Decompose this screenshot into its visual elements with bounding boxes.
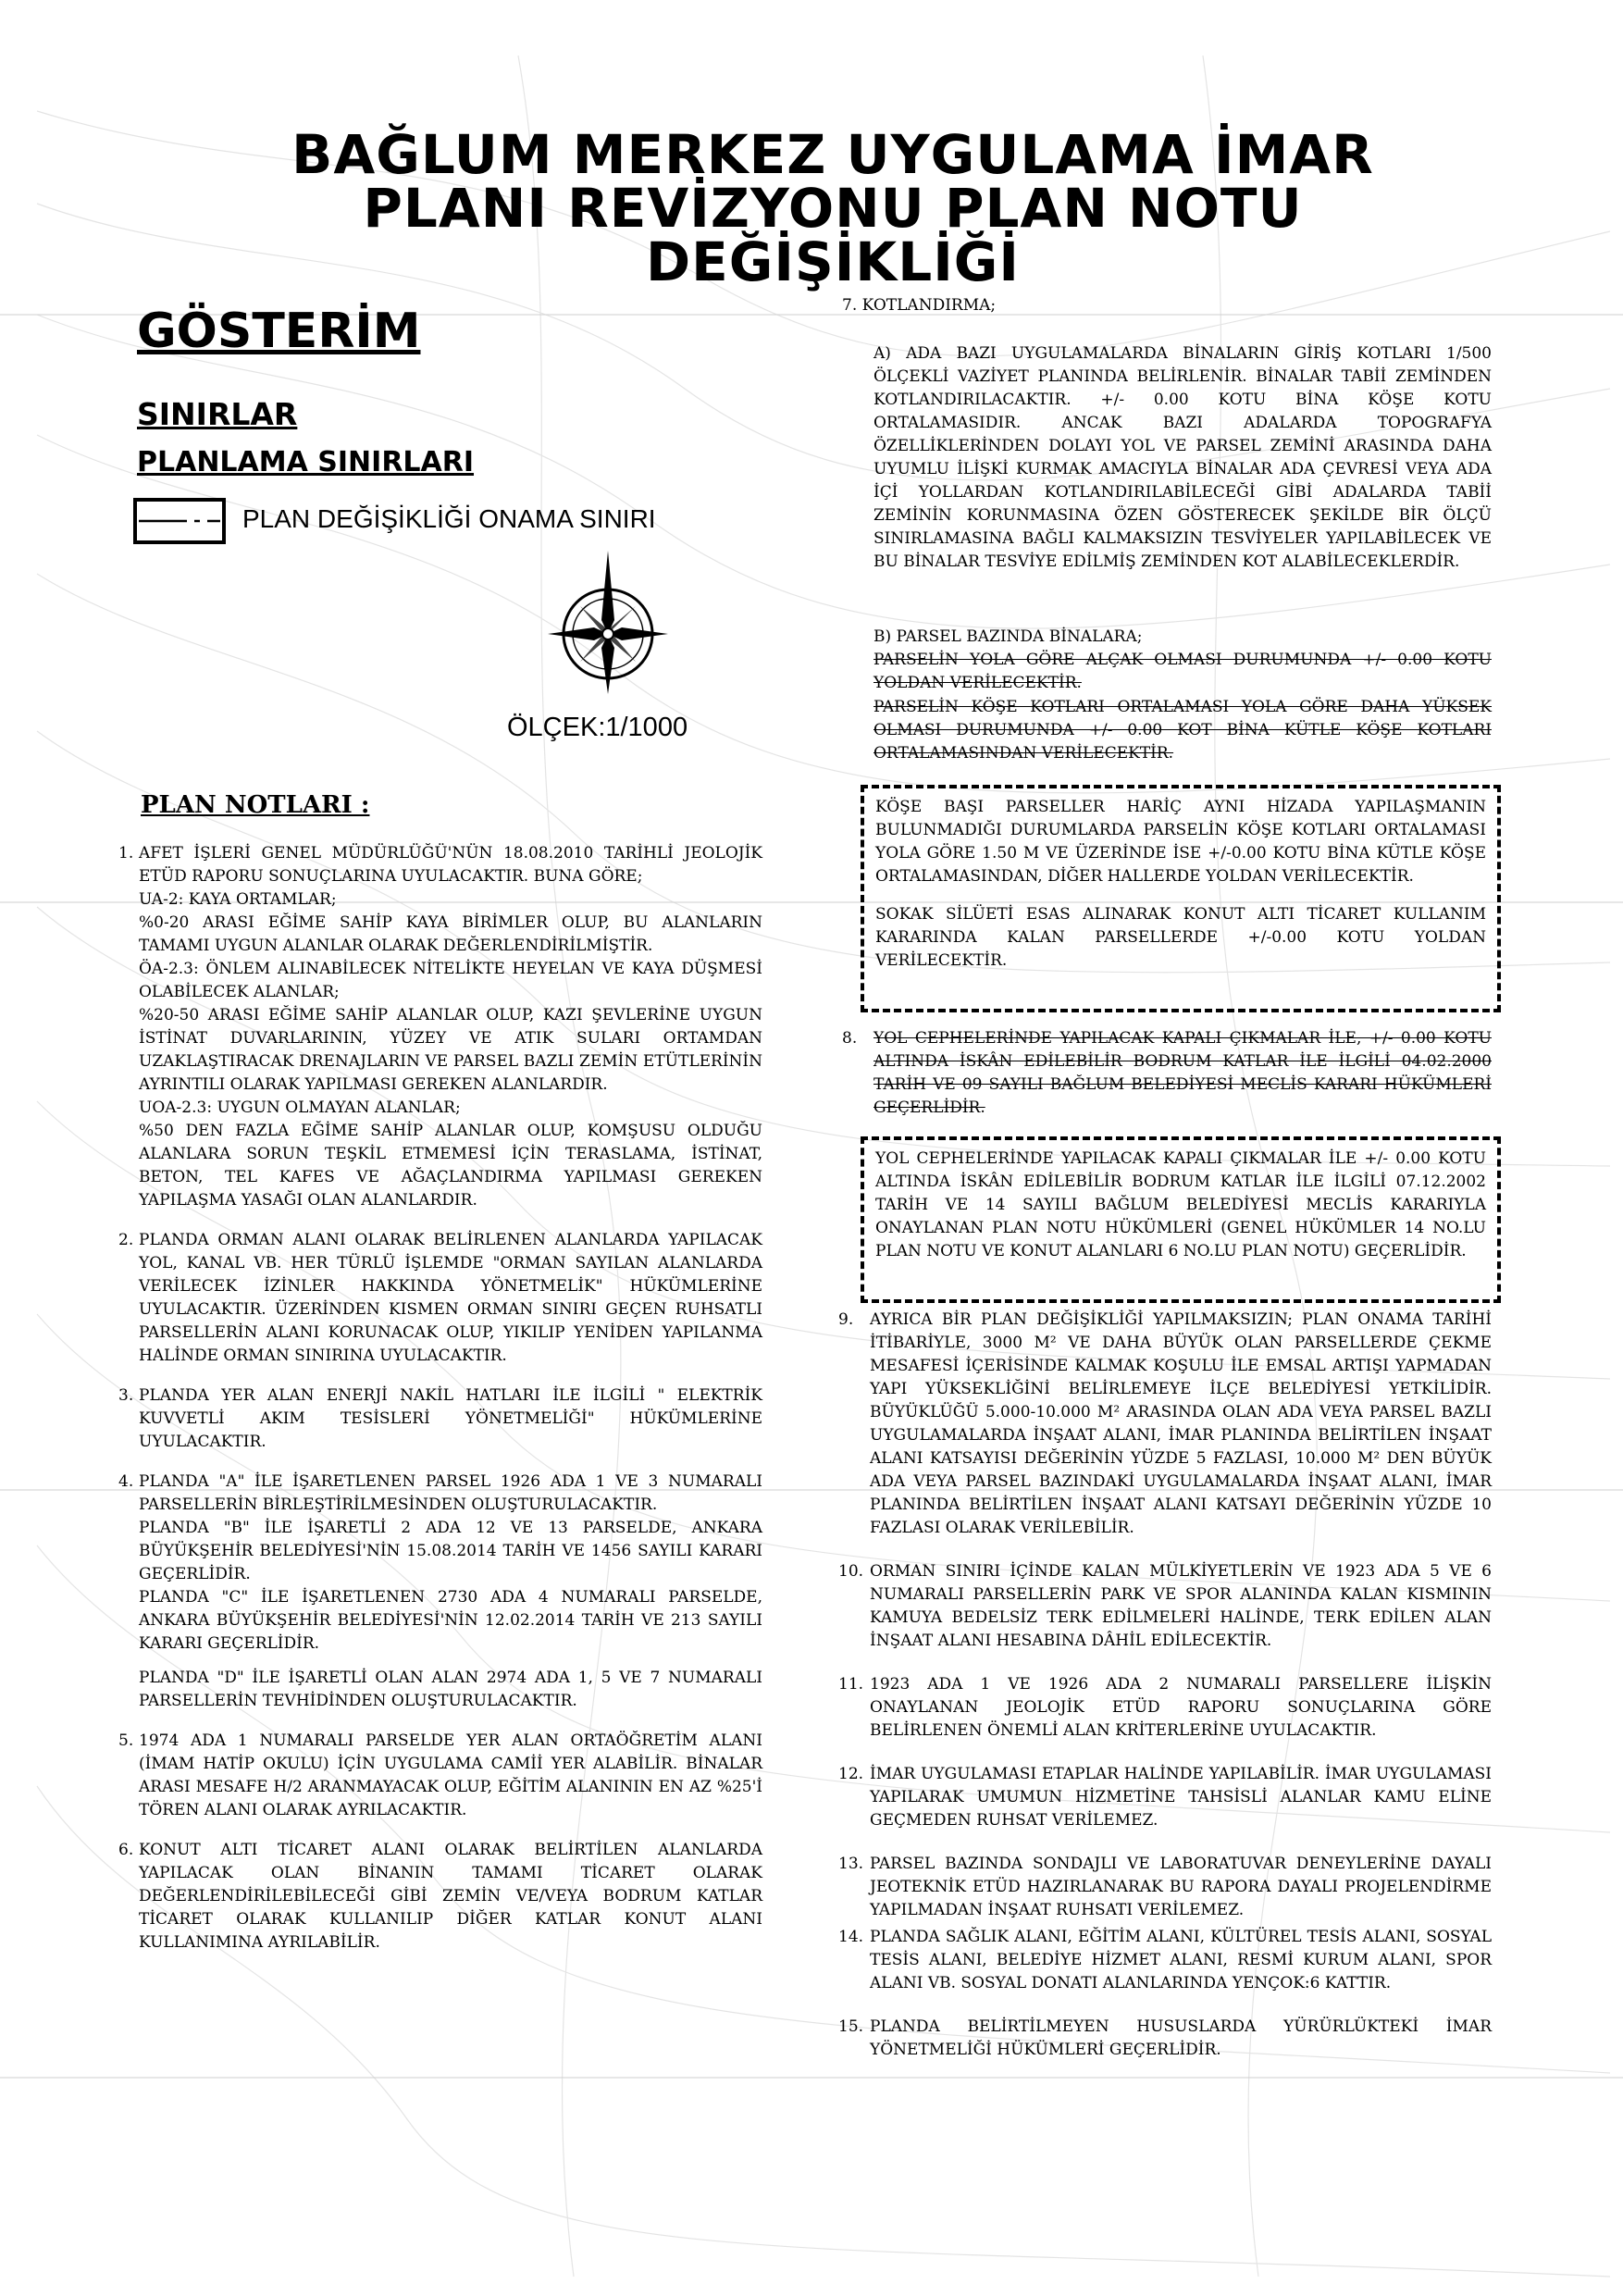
note-7b-struck-1: PARSELİN YOLA GÖRE ALÇAK OLMASI DURUMUNDA +/- 0.00 KOTU YOLDAN VERİLECEKTİR. [873, 651, 1492, 692]
note-8-number: 8. [842, 1029, 858, 1048]
note-paragraph: PLANDA "D" İLE İŞARETLİ OLAN ALAN 2974 ADA 1, 5 VE 7 NUMARALI PARSELLERİN TEVHİDİNDEN OLUŞTURULACAKTIR. [139, 1669, 762, 1710]
note-6 [118, 1839, 762, 1955]
plan-notes-heading: PLAN NOTLARI : [141, 791, 370, 819]
left-notes-column [118, 842, 762, 1955]
note-paragraph: %50 DEN FAZLA EĞİME SAHİP ALANLAR OLUP, KOMŞUSU OLDUĞU ALANLARA SORUN TEŞKİL ETMEMESİ İÇİN TERASLAMA, İSTİNAT, BETON, TEL KAFES VE AĞAÇLANDIRMA YAPILMASI GEREKEN YAPILAŞMA YASAĞI OLAN ALANLARDIR. [139, 1122, 762, 1210]
note-paragraph: PLANDA ORMAN ALANI OLARAK BELİRLENEN ALANLARDA YAPILACAK YOL, KANAL VB. HER TÜRLÜ İŞLEMDE "ORMAN SAYILAN ALANLARDA VERİLECEK İZİNLER HAKKINDA YÖNETMELİK" HÜKÜMLERİNE UYULACAKTIR. ÜZERİNDEN KISMEN ORMAN SINIRI GEÇEN RUHSATLI PARSELLERİN ALANI KORUNACAK OLUP, YIKILIP YENİDEN YAPILANMA HALİNDE ORMAN SINIRINA UYULACAKTIR. [139, 1231, 762, 1365]
note-paragraph: ORMAN SINIRI İÇİNDE KALAN MÜLKİYETLERİN VE 1923 ADA 5 VE 6 NUMARALI PARSELLERİN PARK VE SPOR ALANINDA KALAN KISMININ KAMUYA BEDELSİZ TERK EDİLMELERİ HALİNDE, TERK EDİLEN ALAN İNŞAAT ALANI HESABINA DÂHİL EDİLECEKTİR. [870, 1562, 1492, 1650]
note-paragraph: %0-20 ARASI EĞİME SAHİP KAYA BİRİMLER OLUP, BU ALANLARIN TAMAMI UYGUN ALANLAR OLARAK DEĞERLENDİRİLMİŞTİR. [139, 913, 762, 955]
note-number: 13. [838, 1855, 864, 1873]
approval-boundary-label: PLAN DEĞİŞİKLİĞİ ONAMA SINIRI [242, 504, 656, 533]
note-7-heading: 7. KOTLANDIRMA; [842, 296, 997, 315]
note-13 [838, 1853, 1492, 1922]
note-1 [118, 842, 762, 1212]
note-7b-heading: B) PARSEL BAZINDA BİNALARA; [873, 627, 1143, 646]
note-4 [118, 1471, 762, 1713]
legend-planning-limits-heading: PLANLAMA SINIRLARI [137, 446, 475, 478]
legend-heading: GÖSTERİM [137, 304, 421, 359]
note-paragraph: ÖA-2.3: ÖNLEM ALINABİLECEK NİTELİKTE HEYELAN VE KAYA DÜŞMESİ OLABİLECEK ALANLAR; [139, 960, 762, 1001]
note-paragraph: PLANDA SAĞLIK ALANI, EĞİTİM ALANI, KÜLTÜREL TESİS ALANI, SOSYAL TESİS ALANI, BELEDİYE HİZMET ALANI, RESMİ KURUM ALANI, SPOR ALANI VB. SOSYAL DONATI ALANLARINDA YENÇOK:6 KATTIR. [870, 1928, 1492, 1992]
note-7-box-paragraph: SOKAK SİLÜETİ ESAS ALINARAK KONUT ALTI TİCARET KULLANIM KARARINDA KALAN PARSELLERDE +/-0.00 KOTU YOLDAN VERİLECEKTİR. [875, 905, 1486, 970]
note-5 [118, 1730, 762, 1822]
note-number: 14. [838, 1928, 864, 1946]
note-8-box-paragraph: YOL CEPHELERİNDE YAPILACAK KAPALI ÇIKMALAR İLE +/- 0.00 KOTU ALTINDA İSKÂN EDİLEBİLİR BODRUM KATLAR İLE İLGİLİ 07.12.2002 TARİH VE 14 SAYILI BAĞLUM BELEDİYESİ MECLİS KARARIYLA ONAYLANAN PLAN NOTU HÜKÜMLERİ (GENEL HÜKÜMLER 14 NO.LU PLAN NOTU VE KONUT ALANLARI 6 NO.LU PLAN NOTU) GEÇERLİDİR. [875, 1149, 1486, 1260]
note-paragraph: PLANDA "A" İLE İŞARETLENEN PARSEL 1926 ADA 1 VE 3 NUMARALI PARSELLERİN BİRLEŞTİRİLMESİNDEN OLUŞTURULACAKTIR. [139, 1472, 762, 1514]
note-number: 11. [838, 1675, 864, 1694]
note-7-amendment-box [861, 785, 1501, 1012]
note-15 [838, 2016, 1492, 2062]
note-paragraph: İMAR UYGULAMASI ETAPLAR HALİNDE YAPILABİLİR. İMAR UYGULAMASI YAPILARAK UMUMUN HİZMETİNE TAHSİSLİ ALANLAR KAMU ELİNE GEÇMEDEN RUHSAT VERİLEMEZ. [870, 1765, 1492, 1830]
note-paragraph: PLANDA "B" İLE İŞARETLİ 2 ADA 12 VE 13 PARSELDE, ANKARA BÜYÜKŞEHİR BELEDİYESİ'NİN 15.08.2014 TARİH VE 1456 SAYILI KARARI GEÇERLİDİR. [139, 1519, 762, 1583]
note-paragraph: KONUT ALTI TİCARET ALANI OLARAK BELİRTİLEN ALANLARDA YAPILACAK OLAN BİNANIN TAMAMI TİCARET OLARAK DEĞERLENDİRİLEBİLECEĞİ GİBİ ZEMİN VE/VEYA BODRUM KATLAR TİCARET OLARAK KULLANILIP DİĞER KATLAR KONUT ALANI KULLANIMINA AYRILABİLİR. [139, 1841, 762, 1952]
scale-label: ÖLÇEK:1/1000 [507, 713, 688, 742]
note-paragraph: UOA-2.3: UYGUN OLMAYAN ALANLAR; [139, 1098, 461, 1117]
title-line-1: BAĞLUM MERKEZ UYGULAMA İMAR [291, 123, 1374, 186]
note-14 [838, 1926, 1492, 1995]
note-number: 9. [838, 1310, 854, 1329]
note-number: 6. [118, 1841, 134, 1859]
note-8-amendment-box [861, 1136, 1501, 1303]
note-11 [838, 1673, 1492, 1743]
note-7-box-paragraph: KÖŞE BAŞI PARSELLER HARİÇ AYNI HİZADA YAPILAŞMANIN BULUNMADIĞI DURUMLARDA PARSELİN KÖŞE KOTLARI ORTALAMASI YOLA GÖRE 1.50 M VE ÜZERİNDE İSE +/-0.00 KOTU BİNA KÜTLE KÖŞE ORTALAMASINDAN, DİĞER HALLERDE YOLDAN VERİLECEKTİR. [875, 798, 1486, 886]
note-number: 5. [118, 1731, 134, 1750]
note-number: 2. [118, 1231, 134, 1249]
note-paragraph: PLANDA YER ALAN ENERJİ NAKİL HATLARI İLE İLGİLİ " ELEKTRİK KUVVETLİ AKIM TESİSLERİ YÖNETMELİĞİ" HÜKÜMLERİNE UYULACAKTIR. [139, 1386, 762, 1451]
note-paragraph: AFET İŞLERİ GENEL MÜDÜRLÜĞÜ'NÜN 18.08.2010 TARİHLİ JEOLOJİK ETÜD RAPORU SONUÇLARINA UYULACAKTIR. BUNA GÖRE; [139, 844, 762, 886]
note-paragraph: 1923 ADA 1 VE 1926 ADA 2 NUMARALI PARSELLERE İLİŞKİN ONAYLANAN JEOLOJİK ETÜD RAPORU SONUÇLARINA GÖRE BELİRLENEN ÖNEMLİ ALAN KRİTERLERİNE UYULACAKTIR. [870, 1675, 1492, 1740]
note-10 [838, 1560, 1492, 1653]
legend-limits-heading: SINIRLAR [137, 396, 298, 432]
note-paragraph: 1974 ADA 1 NUMARALI PARSELDE YER ALAN ORTAÖĞRETİM ALANI (İMAM HATİP OKULU) İÇİN UYGULAMA CAMİİ YER ALABİLİR. BİNALAR ARASI MESAFE H/2 ARANMAYACAK OLUP, EĞİTİM ALANININ EN AZ %25'İ TÖREN ALANI OLARAK AYRILACAKTIR. [139, 1731, 762, 1819]
title-line-3: DEĞİŞİKLİĞİ [646, 230, 1020, 293]
note-paragraph: PLANDA BELİRTİLMEYEN HUSUSLARDA YÜRÜRLÜKTEKİ İMAR YÖNETMELİĞİ HÜKÜMLERİ GEÇERLİDİR. [870, 2017, 1492, 2059]
title-line-2: PLANI REVİZYONU PLAN NOTU [363, 177, 1303, 240]
note-number: 12. [838, 1765, 864, 1783]
note-paragraph: %20-50 ARASI EĞİME SAHİP ALANLAR OLUP, KAZI ŞEVLERİNE UYGUN İSTİNAT DUVARLARININ, YÜZEY VE ATIK SULARI ORTAMDAN UZAKLAŞTIRACAK DRENAJLARIN VE PARSEL BAZLI ZEMİN ETÜTLERİNİN AYRINTILI OLARAK YAPILMASI GEREKEN ALANLARDIR. [139, 1006, 762, 1094]
note-number: 10. [838, 1562, 864, 1581]
note-7a: A) ADA BAZI UYGULAMALARDA BİNALARIN GİRİŞ KOTLARI 1/500 ÖLÇEKLİ VAZİYET PLANINDA BELİRLENİR. BİNALAR TABİİ ZEMİNDEN KOTLANDIRILACAKTIR. +/- 0.00 KOTU BİNA KÖŞE KOTU ORTALAMASIDIR. ANCAK BAZI ADALARDA TOPOGRAFYA ÖZELLİKLERİNDEN DOLAYI YOL VE PARSEL ZEMİNİ ARASINDA DAHA UYUMLU İLİŞKİ KURMAK AMACIYLA BİNALAR ADA ÇEVRESİ VEYA ADA İÇİ YOLLARDAN KOTLANDIRILABİLECEĞİ GİBİ ADALARDA TABİİ ZEMİNİN KORUNMASINA ÖZEN GÖSTERECEK ŞEKİLDE BİR ÖLÇÜ SINIRLAMASINA BAĞLI KALMAKSIZIN TESVİYELER YAPILABİLECEK VE BU BİNALAR TESVİYE EDİLMİŞ ZEMİNDEN KOT ALABİLECEKLERDİR. [873, 344, 1492, 571]
note-paragraph: PLANDA "C" İLE İŞARETLENEN 2730 ADA 4 NUMARALI PARSELDE, ANKARA BÜYÜKŞEHİR BELEDİYESİ'NİN 12.02.2014 TARİH VE 213 SAYILI KARARI GEÇERLİDİR. [139, 1588, 762, 1653]
note-number: 15. [838, 2017, 864, 2036]
note-9 [838, 1309, 1492, 1540]
document-title [74, 123, 1592, 293]
note-paragraph: UA-2: KAYA ORTAMLAR; [139, 890, 337, 909]
note-paragraph: AYRICA BİR PLAN DEĞİŞİKLİĞİ YAPILMAKSIZIN; PLAN ONAMA TARİHİ İTİBARİYLE, 3000 M² VE DAHA BÜYÜK OLAN PARSELLERDE ÇEKME MESAFESİ İÇERİSİNDE KALMAK KOŞULU İLE EMSAL ARTIŞI YAPMADAN YAPI YÜKSEKLİĞİNİ BELİRLEMEYE İLÇE BELEDİYESİ YETKİLİDİR. BÜYÜKLÜĞÜ 5.000-10.000 M² ARASINDA OLAN ADA VEYA PARSEL BAZLI UYGULAMALARDA İNŞAAT ALANI, İMAR PLANINDA BELİRTİLEN İNŞAAT ALANI KATSAYISI DEĞERİNİN YÜZDE 5 FAZLASI, 10.000 M² DEN BÜYÜK ADA VEYA PARSEL BAZINDAKİ UYGULAMALARDA İNŞAAT ALANI, İMAR PLANINDA BELİRTİLEN İNŞAAT ALANI KATSAYI DEĞERİNİN YÜZDE 10 FAZLASI OLARAK VERİLEBİLİR. [870, 1310, 1492, 1537]
note-paragraph: PARSEL BAZINDA SONDAJLI VE LABORATUVAR DENEYLERİNE DAYALI JEOTEKNİK ETÜD HAZIRLANARAK BU RAPORA DAYALI PROJELENDİRME YAPILMADAN İNŞAAT RUHSATI VERİLEMEZ. [870, 1855, 1492, 1919]
note-8-struck: YOL CEPHELERİNDE YAPILACAK KAPALI ÇIKMALAR İLE, +/- 0.00 KOTU ALTINDA İSKÂN EDİLEBİLİR BODRUM KATLAR İLE İLGİLİ 04.02.2000 TARİH VE 09 SAYILI BAĞLUM BELEDİYESİ MECLİS KARARI HÜKÜMLERİ GEÇERLİDİR. [873, 1029, 1492, 1117]
right-notes-column [838, 1309, 1492, 2062]
note-number: 4. [118, 1472, 134, 1491]
note-3 [118, 1384, 762, 1454]
note-12 [838, 1763, 1492, 1832]
approval-boundary-symbol [133, 498, 226, 544]
note-2 [118, 1229, 762, 1368]
note-7b-struck-2: PARSELİN KÖŞE KOTLARI ORTALAMASI YOLA GÖRE DAHA YÜKSEK OLMASI DURUMUNDA +/- 0.00 KOT BİNA KÜTLE KÖŞE KOTLARI ORTALAMASINDAN VERİLECEKTİR. [873, 698, 1492, 763]
note-number: 3. [118, 1386, 134, 1405]
note-number: 1. [118, 844, 134, 863]
north-arrow-compass-icon [539, 546, 677, 703]
